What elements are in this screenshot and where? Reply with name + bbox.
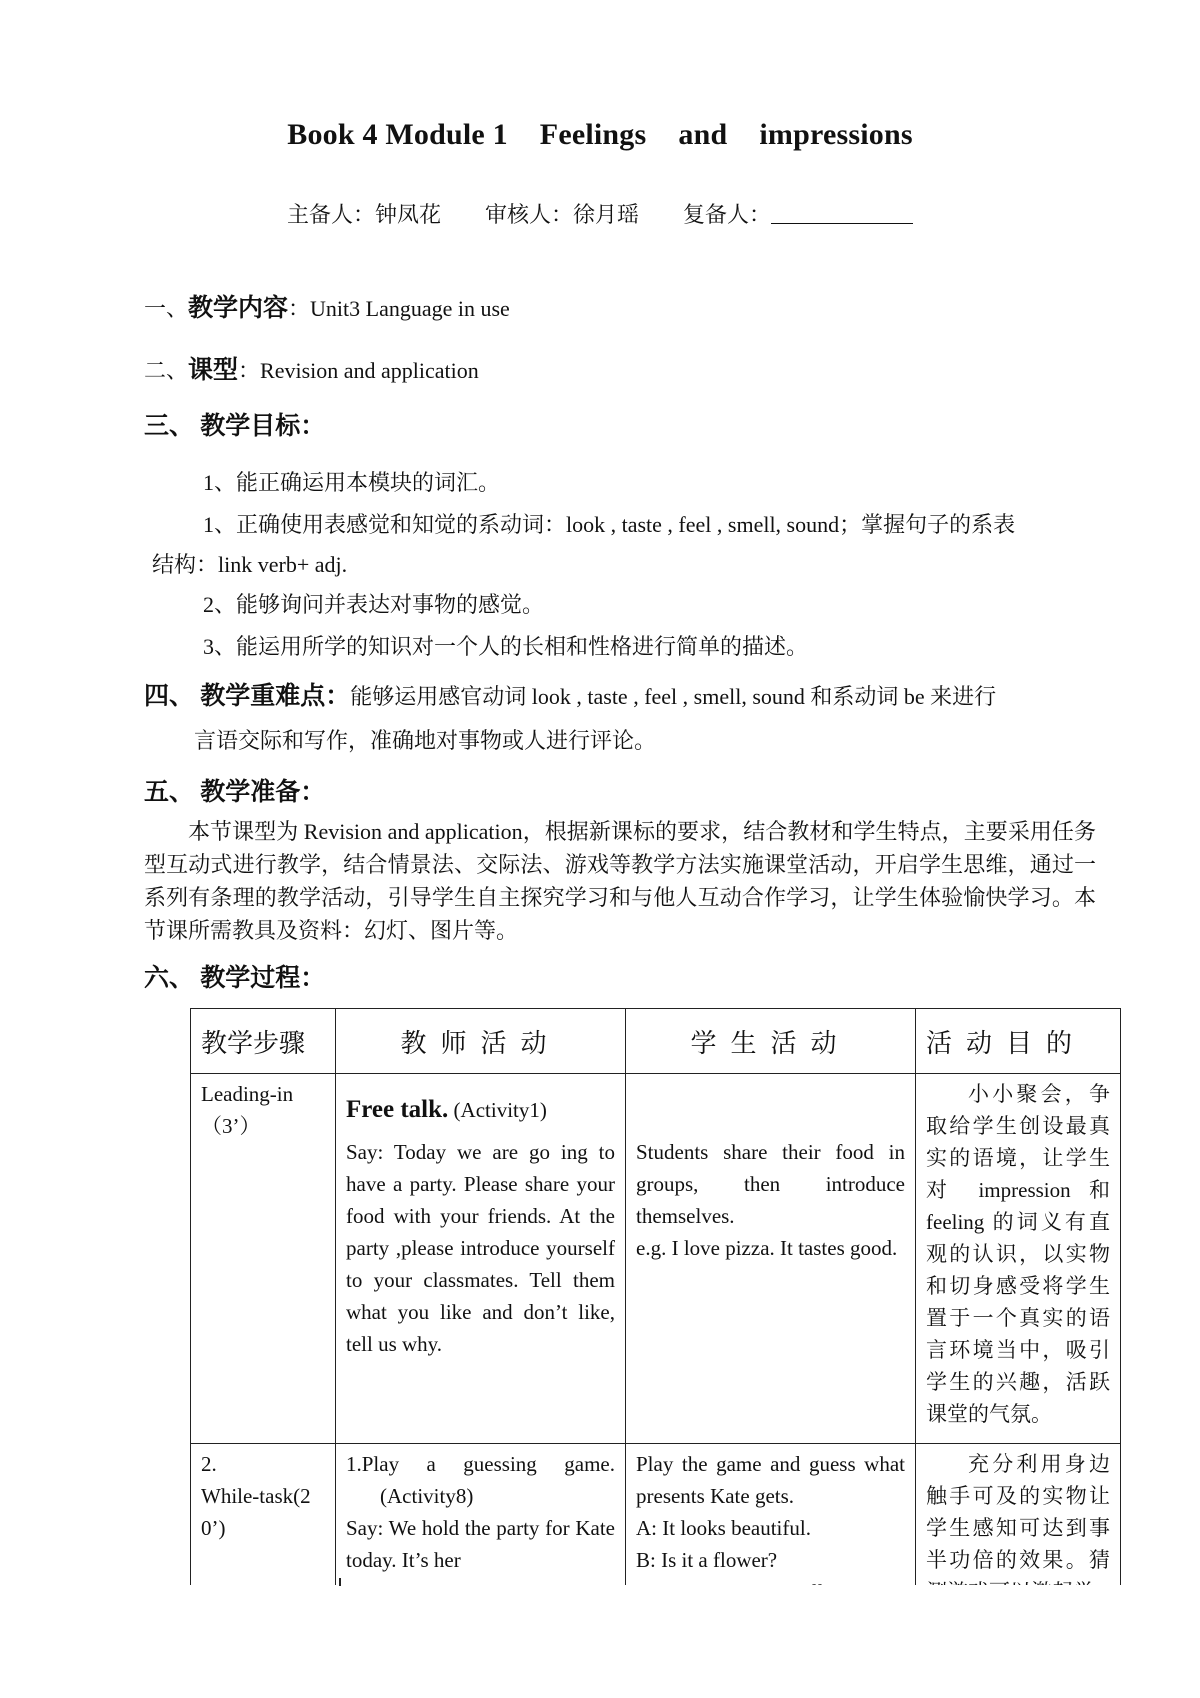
reviewer-label: 审核人：	[484, 202, 573, 227]
student-cell	[626, 1074, 916, 1444]
purpose-text: 充分利用身边触手可及的实物让学生感知可达到事半功倍的效果。猜	[926, 1452, 1110, 1572]
step-label: 2.	[201, 1452, 217, 1476]
purpose-text: 小小聚会，争取给学生创设最真实的语境，让学生对 impression 和 feeling 的词义有直观的认识，以实物和切身感受将学生置于一个真实的语言环境当中，吸引学生的兴趣，活跃课堂的气氛。	[926, 1082, 1110, 1426]
table-edge-mark	[339, 1578, 341, 1586]
header-teacher-activity: 教师活动	[336, 1009, 626, 1074]
section-preparation-heading: 五、 教学准备：	[144, 779, 326, 806]
step-time: （3’）	[201, 1114, 261, 1138]
header-purpose: 活动目的	[916, 1009, 1121, 1074]
step-phase: While-task(20’)	[201, 1484, 311, 1540]
student-activity-text: Students share their food in groups, then introduce themselves.	[636, 1140, 905, 1228]
section-lesson-type: 二、课型：Revision and application	[144, 357, 479, 384]
teacher-activity-text: Say: We hold the party for Kate today. It’s her	[346, 1516, 615, 1572]
main-preparer-label: 主备人：	[286, 202, 375, 227]
section-objectives-heading: 三、 教学目标：	[144, 413, 326, 440]
objective-item: 3、能运用所学的知识对一个人的长相和性格进行简单的描述。	[203, 634, 809, 659]
step-cell	[191, 1074, 336, 1444]
main-preparer-name: 钟凤花	[374, 202, 441, 227]
page-bottom-margin	[0, 1585, 1200, 1698]
student-activity-line: A: It looks beautiful.	[636, 1516, 811, 1540]
student-activity-line: Play the game and guess what presents Kate gets.	[636, 1452, 905, 1508]
reviewer-name: 徐月瑶	[573, 202, 640, 227]
section-process-heading: 六、 教学过程：	[144, 965, 326, 992]
teacher-cell	[336, 1074, 626, 1444]
re-preparer-label: 复备人：	[683, 202, 772, 227]
teaching-process-table	[190, 1008, 1121, 1644]
teacher-activity-item: 1.Play a guessing game.(Activity8)	[346, 1452, 615, 1508]
key-points-continued: 言语交际和写作，准确地对事物或人进行评论。	[194, 728, 657, 753]
student-activity-line: B: Is it a flower?	[636, 1548, 778, 1572]
teacher-activity-text: Say: Today we are go ing to have a party. Please share your food with your friends. At the party ,please introduce yourself to your classmates. Tell them what you like and don’t like, tell us why.	[346, 1140, 615, 1356]
document-title: Book 4 Module 1 Feelings and impressions	[287, 118, 913, 151]
student-activity-example: e.g. I love pizza. It tastes good.	[636, 1236, 898, 1260]
teacher-activity-title: Free talk. (Activity1)	[346, 1096, 547, 1123]
step-label: Leading-in	[201, 1082, 294, 1106]
preparation-paragraph: 本节课型为 Revision and application，根据新课标的要求，结合教材和学生特点，主要采用任务型互动式进行教学，结合情景法、交际法、游戏等教学方法实施课堂活动，开启学生思维，通过一系列有条理的教学活动，引导学生自主探究学习和与他人互动合作学习，让学生体验愉快学习。本节课所需教具及资料：幻灯、图片等。	[144, 819, 1096, 943]
section-teaching-content: 一、教学内容：Unit3 Language in use	[144, 295, 510, 322]
header-step: 教学步骤	[191, 1009, 336, 1074]
re-preparer-blank	[771, 203, 913, 224]
section-key-points: 四、 教学重难点：能够运用感官动词 look , taste , feel , smell, sound 和系动词 be 来进行	[144, 683, 997, 710]
table-header-row	[191, 1009, 1121, 1074]
objective-item-continued: 结构：link verb+ adj.	[152, 552, 348, 577]
header-student-activity: 学生活动	[626, 1009, 916, 1074]
purpose-cell	[916, 1074, 1121, 1444]
objective-item: 2、能够询问并表达对事物的感觉。	[203, 592, 545, 617]
objective-item: 1、能正确运用本模块的词汇。	[203, 470, 501, 495]
objective-item: 1、正确使用表感觉和知觉的系动词：look , taste , feel , smell, sound；掌握句子的系表	[203, 512, 1016, 537]
table-row	[191, 1074, 1121, 1444]
preparers-line	[0, 198, 1200, 229]
